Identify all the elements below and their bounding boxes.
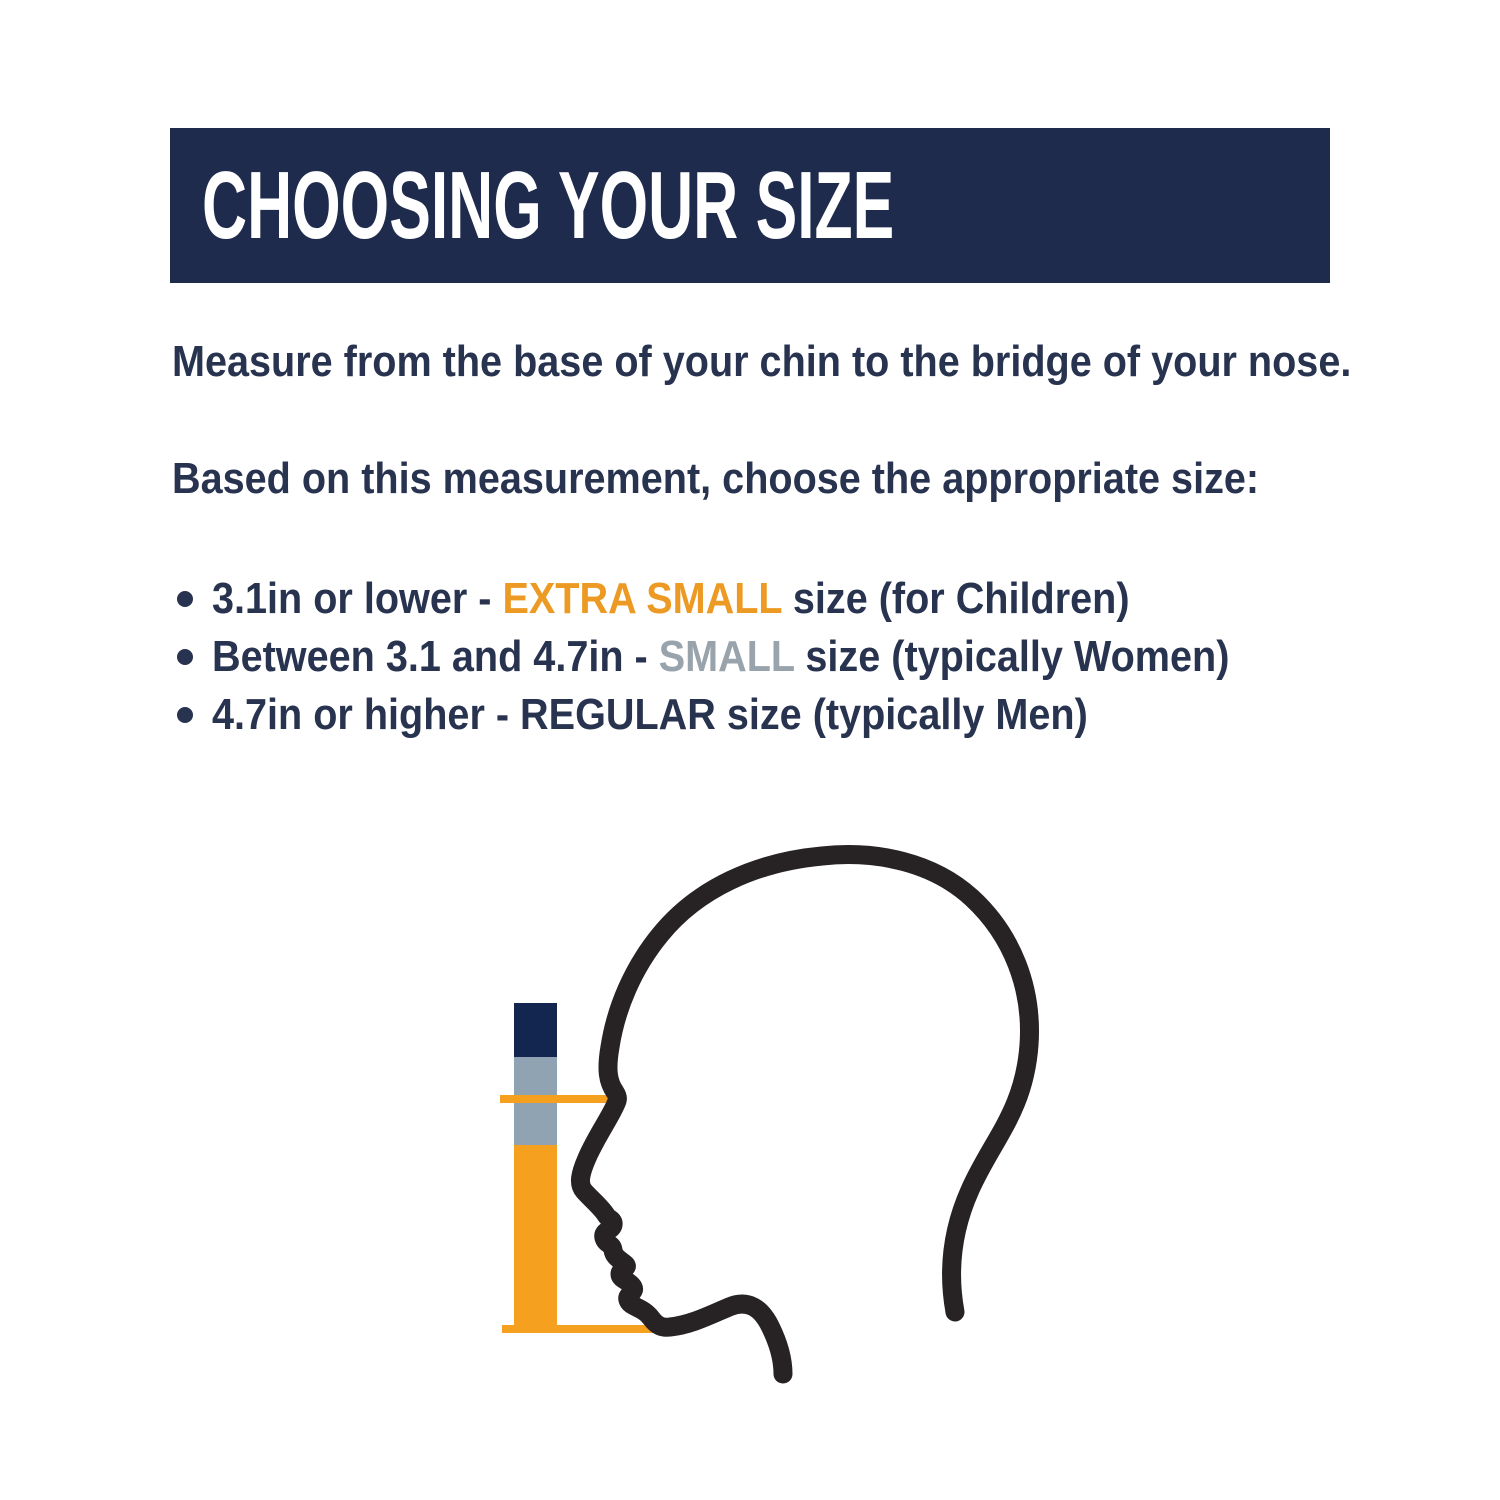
chin-base-marker-line <box>502 1325 668 1333</box>
size-audience-text: size (typically Men) <box>715 690 1088 739</box>
size-range-text: 4.7in or higher - <box>212 690 521 739</box>
head-profile-outline <box>580 855 1029 1374</box>
size-audience-text: size (typically Women) <box>794 632 1230 681</box>
size-name-extra-small: EXTRA SMALL <box>502 574 782 623</box>
size-range-text: 3.1in or lower - <box>212 574 503 623</box>
nose-bridge-marker-line <box>500 1095 622 1103</box>
intro-choose-size-instruction-text: Based on this measurement, choose the appropriate size: <box>172 454 1260 503</box>
size-name-small: SMALL <box>658 632 795 681</box>
page-title: CHOOSING YOUR SIZE <box>202 151 895 259</box>
size-name-regular: REGULAR <box>520 690 716 739</box>
ruler-regular-segment <box>514 1145 557 1325</box>
size-range-text: Between 3.1 and 4.7in - <box>212 632 659 681</box>
size-audience-text: size (for Children) <box>781 574 1130 623</box>
ruler-extra-small-segment <box>514 1003 557 1057</box>
intro-measure-instruction-text: Measure from the base of your chin to the bridge of your nose. <box>172 337 1352 386</box>
